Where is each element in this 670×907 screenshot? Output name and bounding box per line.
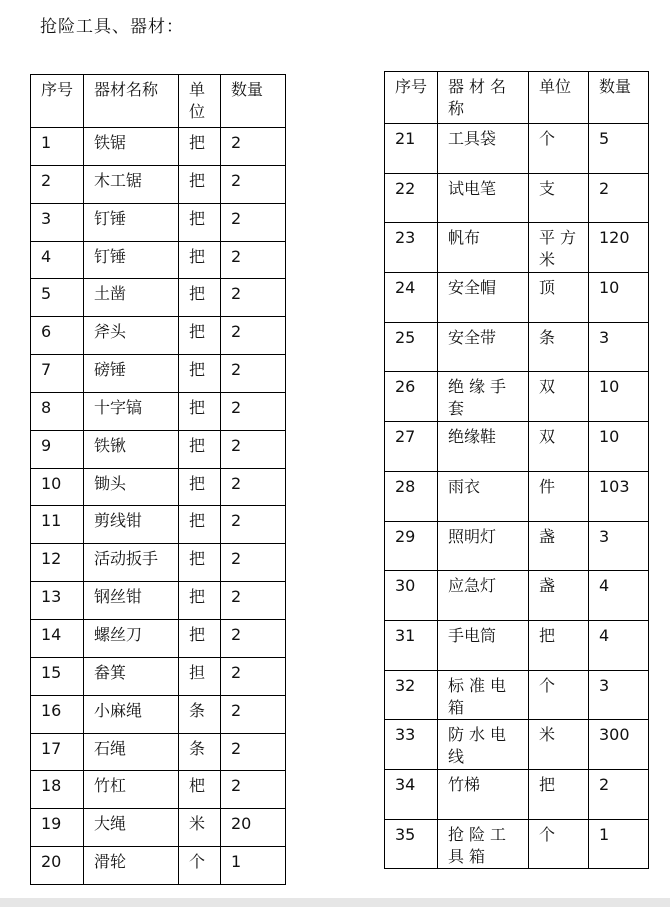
document-title: 抢险工具、器材： [40, 17, 184, 37]
cell-no: 33 [385, 720, 438, 770]
cell-no: 16 [31, 695, 84, 733]
cell-qty: 2 [221, 203, 286, 241]
cell-qty: 20 [221, 809, 286, 847]
cell-name: 安全带 [438, 322, 529, 372]
cell-unit: 把 [179, 468, 221, 506]
cell-no: 19 [31, 809, 84, 847]
cell-no: 17 [31, 733, 84, 771]
cell-no: 8 [31, 392, 84, 430]
cell-unit: 盏 [529, 521, 589, 571]
equipment-table-left [30, 74, 286, 885]
cell-qty: 3 [589, 322, 649, 372]
cell-qty: 2 [221, 771, 286, 809]
cell-name: 钢丝钳 [84, 582, 179, 620]
table-row [31, 847, 286, 885]
table-row [31, 241, 286, 279]
cell-unit: 米 [529, 720, 589, 770]
cell-no: 9 [31, 430, 84, 468]
table-row [385, 223, 649, 273]
cell-no: 12 [31, 544, 84, 582]
cell-name: 大绳 [84, 809, 179, 847]
table-row [31, 392, 286, 430]
table-row [31, 355, 286, 393]
table-row [385, 273, 649, 323]
cell-name: 石绳 [84, 733, 179, 771]
cell-no: 1 [31, 128, 84, 166]
table-row [385, 670, 649, 720]
cell-qty: 2 [221, 392, 286, 430]
cell-unit: 把 [179, 317, 221, 355]
cell-name: 钉锤 [84, 241, 179, 279]
cell-unit: 把 [529, 769, 589, 819]
cell-qty: 2 [221, 582, 286, 620]
cell-unit: 盏 [529, 571, 589, 621]
cell-name: 照明灯 [438, 521, 529, 571]
table-row [385, 571, 649, 621]
cell-qty: 4 [589, 571, 649, 621]
cell-qty: 10 [589, 273, 649, 323]
table-row [385, 322, 649, 372]
cell-unit: 把 [179, 279, 221, 317]
table-row [31, 544, 286, 582]
cell-no: 5 [31, 279, 84, 317]
cell-name: 磅锤 [84, 355, 179, 393]
cell-unit: 双 [529, 422, 589, 472]
cell-no: 7 [31, 355, 84, 393]
cell-unit: 把 [179, 128, 221, 166]
cell-unit: 件 [529, 471, 589, 521]
cell-name: 剪线钳 [84, 506, 179, 544]
cell-no: 3 [31, 203, 84, 241]
table-row [31, 771, 286, 809]
cell-unit: 把 [179, 203, 221, 241]
cell-no: 11 [31, 506, 84, 544]
cell-no: 18 [31, 771, 84, 809]
cell-unit: 把 [179, 430, 221, 468]
cell-qty: 10 [589, 372, 649, 422]
cell-no: 15 [31, 657, 84, 695]
cell-name: 活动扳手 [84, 544, 179, 582]
cell-qty: 2 [221, 317, 286, 355]
cell-qty: 2 [589, 769, 649, 819]
cell-unit: 条 [179, 695, 221, 733]
header-qty: 数量 [221, 75, 286, 128]
cell-unit: 担 [179, 657, 221, 695]
table-row [31, 619, 286, 657]
header-unit: 单位 [529, 72, 589, 124]
table-row [31, 657, 286, 695]
cell-name: 竹梯 [438, 769, 529, 819]
cell-qty: 5 [589, 124, 649, 174]
cell-no: 6 [31, 317, 84, 355]
table-row [31, 695, 286, 733]
cell-unit: 平方米 [529, 223, 589, 273]
cell-name: 十字镐 [84, 392, 179, 430]
cell-name: 土凿 [84, 279, 179, 317]
cell-unit: 把 [179, 165, 221, 203]
table-row [31, 430, 286, 468]
cell-unit: 把 [529, 620, 589, 670]
cell-name: 帆布 [438, 223, 529, 273]
cell-qty: 2 [221, 165, 286, 203]
table-row [385, 422, 649, 472]
cell-unit: 个 [529, 819, 589, 869]
table-row [31, 582, 286, 620]
cell-qty: 2 [221, 468, 286, 506]
table-row [31, 506, 286, 544]
cell-unit: 支 [529, 173, 589, 223]
cell-unit: 顶 [529, 273, 589, 323]
table-row [31, 809, 286, 847]
cell-name: 手电筒 [438, 620, 529, 670]
cell-no: 21 [385, 124, 438, 174]
header-no: 序号 [31, 75, 84, 128]
cell-unit: 米 [179, 809, 221, 847]
cell-qty: 2 [221, 544, 286, 582]
cell-qty: 2 [589, 173, 649, 223]
cell-qty: 300 [589, 720, 649, 770]
cell-unit: 把 [179, 544, 221, 582]
cell-qty: 2 [221, 128, 286, 166]
cell-name: 标准电箱 [438, 670, 529, 720]
cell-qty: 3 [589, 521, 649, 571]
cell-unit: 个 [529, 670, 589, 720]
cell-no: 22 [385, 173, 438, 223]
table-row [385, 521, 649, 571]
cell-name: 锄头 [84, 468, 179, 506]
table-row [31, 468, 286, 506]
cell-no: 29 [385, 521, 438, 571]
cell-qty: 2 [221, 619, 286, 657]
cell-name: 小麻绳 [84, 695, 179, 733]
cell-no: 23 [385, 223, 438, 273]
cell-name: 木工锯 [84, 165, 179, 203]
cell-qty: 1 [221, 847, 286, 885]
page-bottom-strip [0, 898, 670, 907]
cell-name: 试电笔 [438, 173, 529, 223]
cell-qty: 2 [221, 430, 286, 468]
cell-unit: 把 [179, 355, 221, 393]
cell-no: 35 [385, 819, 438, 869]
table-header-row [31, 75, 286, 128]
cell-name: 铁锯 [84, 128, 179, 166]
cell-name: 滑轮 [84, 847, 179, 885]
cell-no: 32 [385, 670, 438, 720]
table-row [31, 317, 286, 355]
cell-no: 24 [385, 273, 438, 323]
cell-no: 28 [385, 471, 438, 521]
cell-name: 雨衣 [438, 471, 529, 521]
table-row [385, 769, 649, 819]
table-row [385, 372, 649, 422]
cell-no: 10 [31, 468, 84, 506]
table-header-row [385, 72, 649, 124]
table-row [385, 124, 649, 174]
table-row [385, 173, 649, 223]
cell-no: 26 [385, 372, 438, 422]
cell-qty: 2 [221, 657, 286, 695]
cell-name: 绝缘手套 [438, 372, 529, 422]
cell-qty: 120 [589, 223, 649, 273]
cell-unit: 把 [179, 392, 221, 430]
cell-qty: 2 [221, 241, 286, 279]
cell-no: 13 [31, 582, 84, 620]
cell-name: 安全帽 [438, 273, 529, 323]
header-name: 器材名称 [84, 75, 179, 128]
cell-name: 斧头 [84, 317, 179, 355]
table-row [385, 819, 649, 869]
table-row [31, 203, 286, 241]
cell-unit: 把 [179, 506, 221, 544]
table-row [385, 720, 649, 770]
cell-no: 25 [385, 322, 438, 372]
header-qty: 数量 [589, 72, 649, 124]
cell-unit: 杷 [179, 771, 221, 809]
cell-qty: 3 [589, 670, 649, 720]
table-row [31, 165, 286, 203]
cell-name: 防水电线 [438, 720, 529, 770]
cell-qty: 2 [221, 355, 286, 393]
cell-qty: 2 [221, 506, 286, 544]
cell-qty: 1 [589, 819, 649, 869]
cell-unit: 把 [179, 582, 221, 620]
cell-no: 30 [385, 571, 438, 621]
cell-no: 20 [31, 847, 84, 885]
cell-qty: 103 [589, 471, 649, 521]
cell-name: 工具袋 [438, 124, 529, 174]
cell-qty: 2 [221, 733, 286, 771]
cell-name: 畚箕 [84, 657, 179, 695]
cell-no: 14 [31, 619, 84, 657]
cell-unit: 条 [179, 733, 221, 771]
table-row [385, 471, 649, 521]
cell-no: 2 [31, 165, 84, 203]
header-unit: 单位 [179, 75, 221, 128]
cell-no: 4 [31, 241, 84, 279]
cell-unit: 双 [529, 372, 589, 422]
table-row [31, 733, 286, 771]
cell-unit: 个 [179, 847, 221, 885]
cell-name: 绝缘鞋 [438, 422, 529, 472]
cell-name: 应急灯 [438, 571, 529, 621]
header-name: 器材名称 [438, 72, 529, 124]
header-no: 序号 [385, 72, 438, 124]
cell-qty: 2 [221, 279, 286, 317]
cell-name: 竹杠 [84, 771, 179, 809]
cell-name: 铁锹 [84, 430, 179, 468]
equipment-table-right [384, 71, 649, 869]
table-row [385, 620, 649, 670]
cell-qty: 4 [589, 620, 649, 670]
cell-name: 钉锤 [84, 203, 179, 241]
cell-unit: 把 [179, 619, 221, 657]
cell-unit: 个 [529, 124, 589, 174]
cell-name: 螺丝刀 [84, 619, 179, 657]
cell-no: 31 [385, 620, 438, 670]
cell-unit: 把 [179, 241, 221, 279]
cell-qty: 10 [589, 422, 649, 472]
table-row [31, 279, 286, 317]
cell-qty: 2 [221, 695, 286, 733]
cell-name: 抢险工具箱 [438, 819, 529, 869]
cell-no: 34 [385, 769, 438, 819]
cell-no: 27 [385, 422, 438, 472]
cell-unit: 条 [529, 322, 589, 372]
table-row [31, 128, 286, 166]
